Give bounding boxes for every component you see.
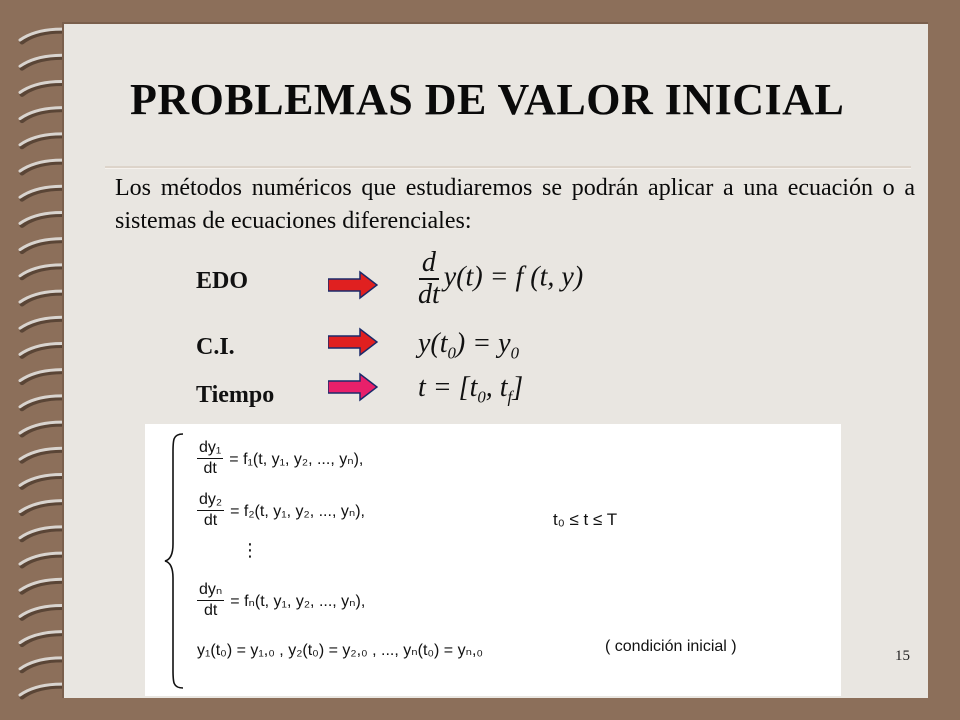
tiempo-sub0: 0 [477,387,486,407]
eqn-rhs: = fₙ(t, y₁, y₂, ..., yₙ), [230,592,366,610]
edo-derivative [418,248,440,310]
initial-conditions: y₁(t₀) = y₁,₀ , y₂(t₀) = y₂,₀ , ..., yₙ(t₀) = yₙ,₀ [197,642,484,659]
tiempo-subf: f [507,387,513,407]
eq1-rhs: = f₁(t, y₁, y₂, ..., yₙ), [229,450,364,468]
page-number: 15 [895,648,910,664]
system-eq-1 [197,438,363,479]
eq1-den: dt [203,460,217,477]
system-eq-n [197,580,365,621]
ci-arrow-icon [328,327,378,357]
tiempo-label: Tiempo [196,382,275,408]
ci-rhs-sub: 0 [510,343,519,363]
eq2-rhs: = f₂(t, y₁, y₂, ..., yₙ), [230,502,365,520]
edo-arrow-icon [328,270,378,300]
system-eq-2 [197,490,365,531]
ci-label: C.I. [196,334,235,360]
eq1-num: dy₁ [197,438,223,459]
vertical-dots: ⋮ [241,540,259,560]
edo-body: y(t) = f (t, y) [443,261,584,293]
ci-lhs: y(t [418,328,448,359]
intro-text: Los métodos numéricos que estudiaremos se podrán aplicar a una ecuación o a sistemas de ecuaciones diferenciales: [115,175,915,234]
time-range: t₀ ≤ t ≤ T [553,510,618,529]
ci-sub: 0 [447,343,456,363]
eqn-den: dt [203,602,218,619]
tiempo-arrow-icon [328,372,378,402]
tiempo-c: ] [512,372,524,403]
tiempo-b: , t [485,372,508,403]
edo-num: d [419,248,439,280]
eqn-num: dyₙ [197,580,224,601]
ci-equation [418,328,519,364]
title-divider [105,166,911,169]
initial-condition-note: ( condición inicial ) [605,638,737,655]
left-brace-icon [163,432,187,690]
tiempo-a: t = [t [418,372,478,403]
ci-rhs: ) = y [455,328,511,359]
slide-title: PROBLEMAS DE VALOR INICIAL [130,75,845,124]
edo-den: dt [418,279,440,310]
eq2-den: dt [203,512,218,529]
edo-equation [418,248,583,310]
eq2-num: dy₂ [197,490,224,511]
tiempo-equation [418,372,523,408]
edo-label: EDO [196,268,249,294]
ode-system-figure [145,424,841,696]
